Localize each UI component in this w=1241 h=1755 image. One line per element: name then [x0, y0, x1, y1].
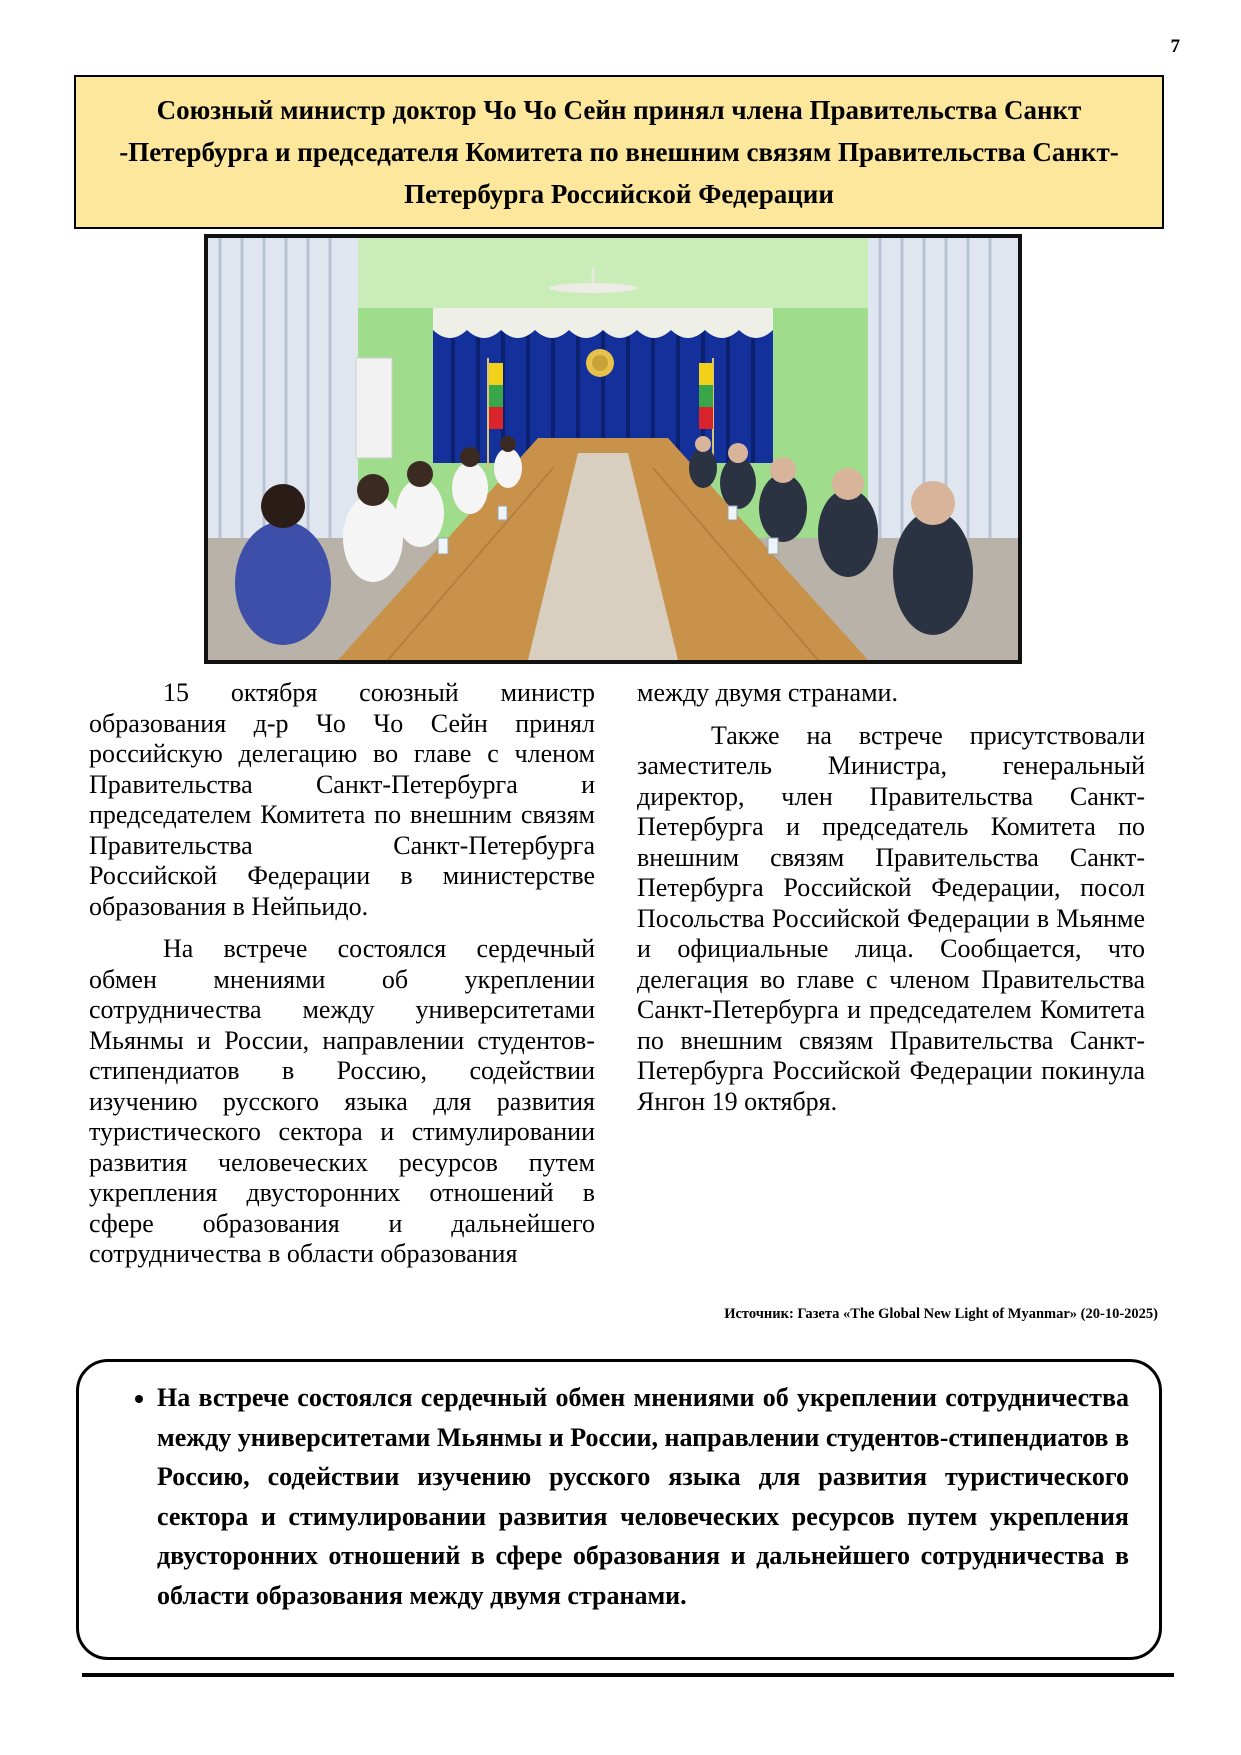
article-paragraph: Также на встрече присутствовали заместитель Министра, генеральный директор, член Правительства Санкт-Петербурга и председатель Комитета по внешним связям Правительства Санкт-Петербурга Российской Федерации, посол Посольства Российской Федерации в Мьянме и официальные лица. Сообщается, что делегация во главе с членом Правительства Санкт-Петербурга и председателем Комитета по внешним связям Правительства Санкт-Петербурга Российской Федерации покинула Янгон 19 октября.	[637, 720, 1145, 1116]
article-source: Источник: Газета «The Global New Light of Myanmar» (20-10-2025)	[724, 1306, 1158, 1322]
article-column-right	[637, 678, 1145, 1129]
article-column-left	[89, 678, 595, 1282]
meeting-photo	[204, 234, 1022, 664]
article-paragraph: На встрече состоялся сердечный обмен мнениями об укреплении сотрудничества между университетами Мьянмы и России, направлении студентов-стипендиатов в Россию, содействии изучению русского языка для развития туристического сектора и стимулировании развития человеческих ресурсов путем укрепления двусторонних отношений в сфере образования и дальнейшего сотрудничества в области образования	[89, 934, 595, 1268]
article-title: Союзный министр доктор Чо Чо Сейн принял члена Правительства Санкт -Петербурга и председателя Комитета по внешним связям Правительства Санкт-Петербурга Российской Федерации	[119, 95, 1119, 209]
bottom-divider	[82, 1673, 1174, 1677]
article-paragraph-continuation: между двумя странами.	[637, 678, 898, 707]
article-title-box	[74, 75, 1164, 229]
page-number: 7	[1170, 36, 1180, 57]
summary-item: • На встрече состоялся сердечный обмен мнениями об укреплении сотрудничества между университетами Мьянмы и России, направлении студентов-стипендиатов в Россию, содействии изучению русского языка для развития туристического сектора и стимулировании развития человеческих ресурсов путем укрепления двусторонних отношений в сфере образования и дальнейшего сотрудничества в области образования между двумя странами.	[157, 1378, 1137, 1615]
meeting-room-illustration	[208, 238, 1018, 660]
article-paragraph: 15 октября союзный министр образования д-р Чо Чо Сейн принял российскую делегацию во главе с членом Правительства Санкт-Петербурга и председателем Комитета по внешним связям Правительства Санкт-Петербурга Российской Федерации в министерстве образования в Нейпьидо.	[89, 678, 595, 921]
summary-box	[76, 1359, 1162, 1660]
summary-list	[101, 1378, 1137, 1615]
